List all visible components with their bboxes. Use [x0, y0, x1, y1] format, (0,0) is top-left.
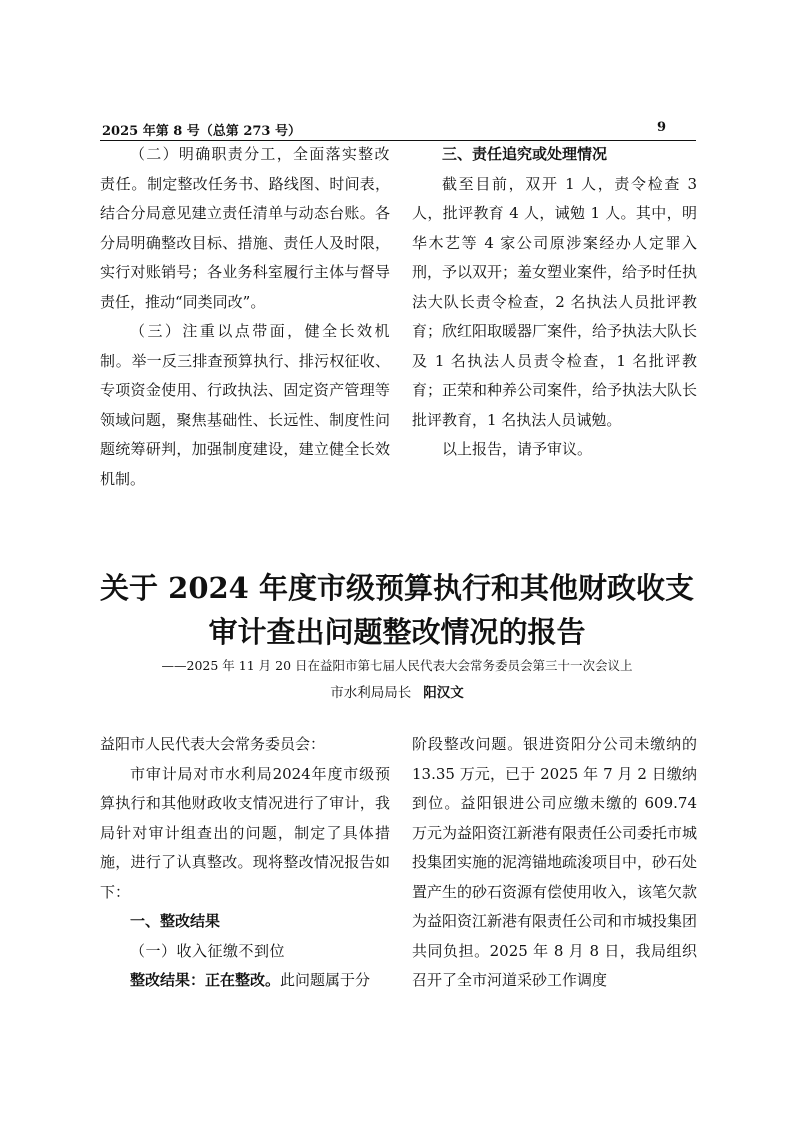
bottom-left-column [100, 730, 390, 996]
paragraph: 阶段整改问题。银进资阳分公司未缴纳的 13.35 万元，已于 2025 年 7 月 2 日缴纳到位。益阳银进公司应缴未缴的 609.74 万元为益阳资江新港有限责任公司委托市城投集团实施的泥湾锚地疏浚项目中，砂石处置产生的砂石资源有偿使用收入，该笔欠款为益阳资江新港有限责任公司和市城投集团共同负担。2025 年 8 月 8 日，我局组织召开了全市河道采砂工作调度 [412, 735, 698, 989]
paragraph: 截至目前，双开 1 人，责令检查 3 人，批评教育 4 人，诫勉 1 人。其中，明华木艺等 4 家公司原涉案经办人定罪入刑，予以双开；羞女塑业案件，给予时任执法大队长责令检查，2 名执法人员批评教育；欣红阳取暖器厂案件，给予执法大队长及 1 名执法人员责令检查，1 名批评教育；正荣和种养公司案件，给予执法大队长批评教育，1 名执法人员诫勉。 [412, 174, 698, 429]
title-line: 审计查出问题整改情况的报告 [208, 615, 586, 649]
article-title [60, 566, 734, 654]
salutation: 益阳市人民代表大会常务委员会： [100, 735, 326, 753]
result-label: 整改结果：正在整改。 [130, 971, 281, 989]
section-heading: 三、责任追究或处理情况 [442, 145, 608, 163]
page-header [100, 118, 696, 141]
paragraph-body: 举一反三排查预算执行、排污权征收、专项资金使用、行政执法、固定资产管理等领域问题，聚焦基础性、长远性、制度性问题统筹研判，加强制度建设，建立健全长效机制。 [100, 351, 390, 488]
paragraph: 以上报告，请予审议。 [442, 440, 593, 458]
author-role: 市水利局局长 [330, 685, 412, 701]
top-right-column [412, 140, 697, 465]
paragraph [100, 966, 390, 996]
issue-number: 2025 年第 8 号（总第 273 号） [102, 124, 301, 139]
author-name: 阳汉文 [423, 685, 464, 701]
paragraph [100, 317, 390, 494]
title-line: 关于 2024 年度市级预算执行和其他财政收支 [100, 571, 694, 605]
subheading: （三）注重以点带面，健全长效机制。 [100, 322, 390, 370]
paragraph-body: 制定整改任务书、路线图、时间表，结合分局意见建立责任清单与动态台账。各分局明确整改目标、措施、责任人及时限，实行对账销号；各业务科室履行主体与督导责任，推动“同类同改”。 [100, 174, 390, 311]
paragraph [100, 140, 390, 317]
top-left-column [100, 140, 390, 494]
page-number: 9 [656, 120, 666, 135]
paragraph: 市审计局对市水利局2024年度市级预算执行和其他财政收支情况进行了审计，我局针对审计组查出的问题，制定了具体措施，进行了认真整改。现将整改情况报告如下： [100, 764, 390, 901]
author-line [60, 682, 734, 704]
paragraph-body: 此问题属于分 [280, 971, 371, 989]
subheading: （一）收入征缴不到位 [130, 941, 286, 960]
section-heading: 一、整改结果 [130, 912, 221, 930]
bottom-right-column [412, 730, 697, 996]
subheading: （二）明确职责分工，全面落实整改责任。 [100, 145, 390, 193]
article-subtitle: ——2025 年 11 月 20 日在益阳市第七届人民代表大会常务委员会第三十一次会议上 [161, 658, 633, 673]
